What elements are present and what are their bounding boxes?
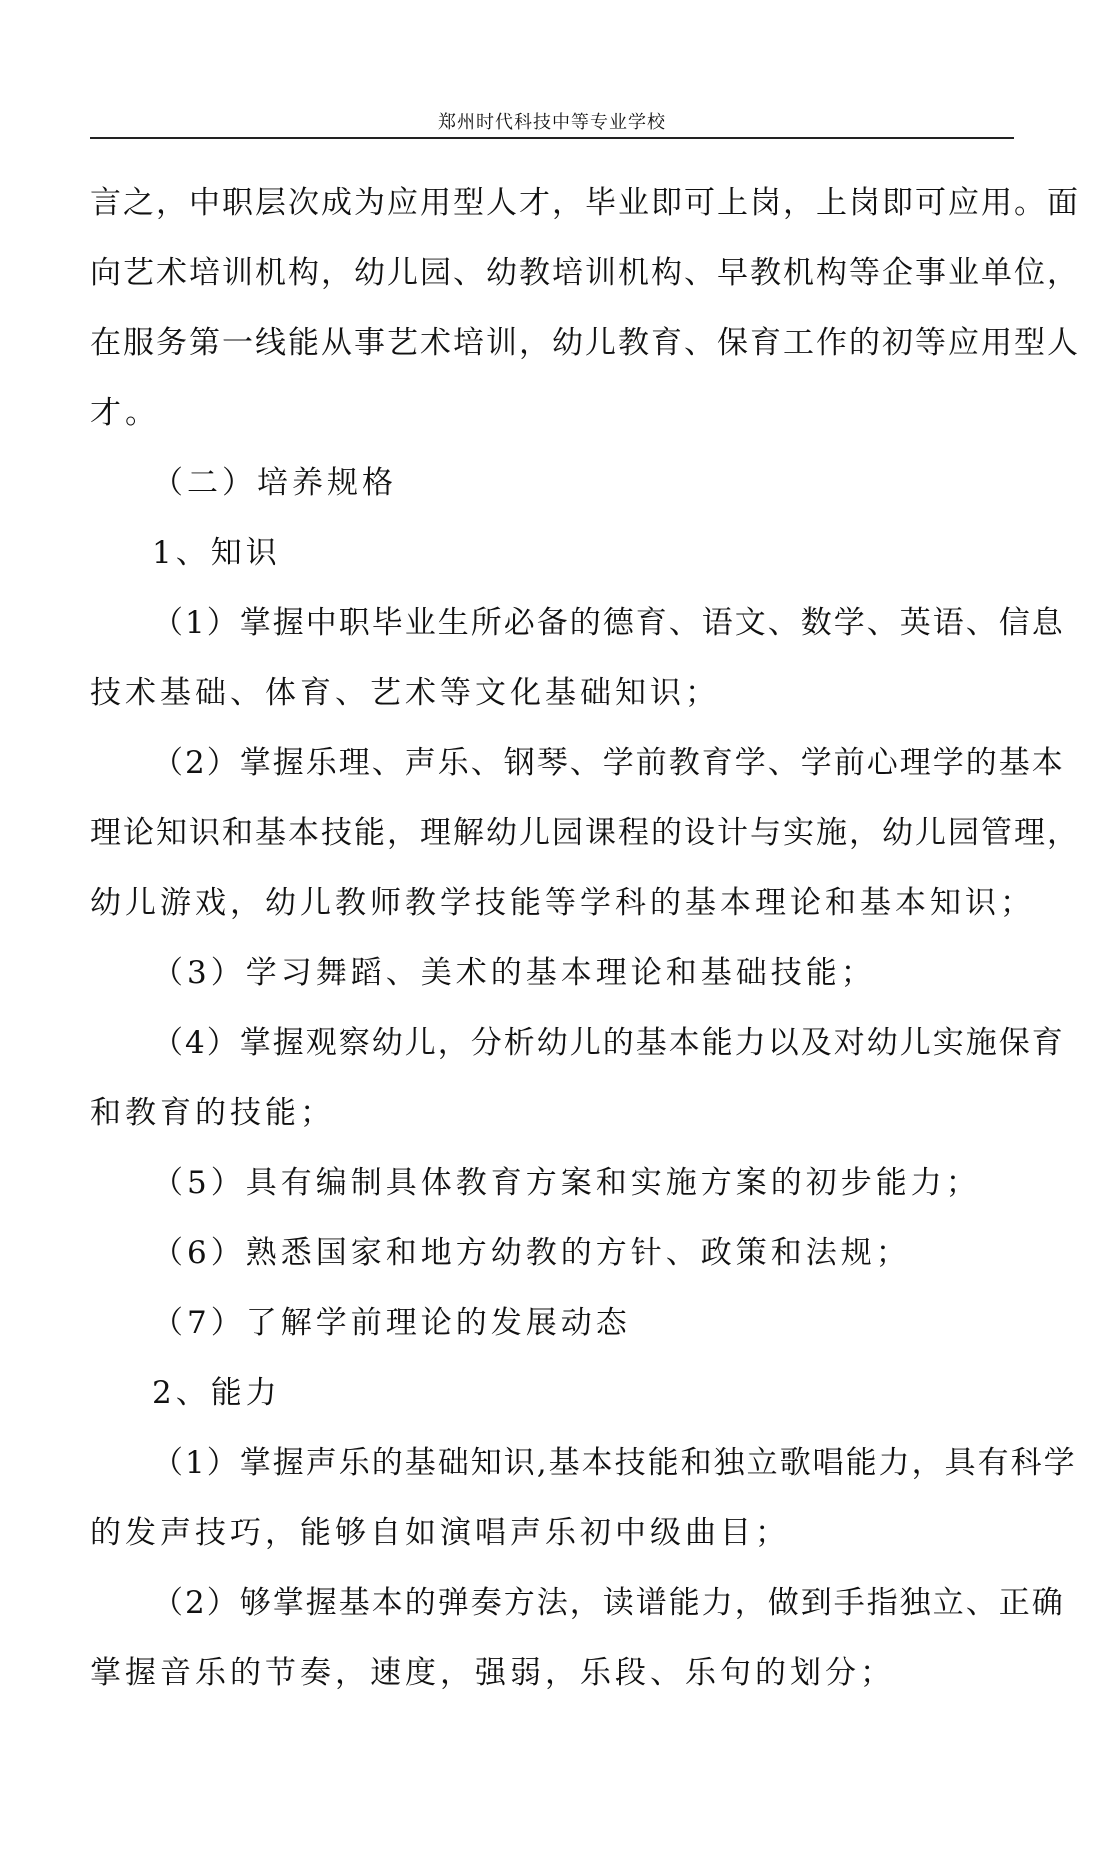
list-item: （5）具有编制具体教育方案和实施方案的初步能力； <box>152 1165 981 1201</box>
text-line: 的发声技巧，能够自如演唱声乐初中级曲目； <box>90 1515 790 1551</box>
text-line: 技术基础、体育、艺术等文化基础知识； <box>90 675 720 711</box>
text-line: 才。 <box>90 395 160 431</box>
text-line: 幼儿游戏，幼儿教师教学技能等学科的基本理论和基本知识； <box>90 885 1035 921</box>
page-header: 郑州时代科技中等专业学校 <box>438 112 666 133</box>
list-item: （6）熟悉国家和地方幼教的方针、政策和法规； <box>152 1235 911 1271</box>
text-line: 掌握音乐的节奏，速度，强弱，乐段、乐句的划分； <box>90 1655 895 1691</box>
list-item: （1）掌握声乐的基础知识,基本技能和独立歌唱能力，具有科学 <box>152 1445 1077 1481</box>
list-item: （3）学习舞蹈、美术的基本理论和基础技能； <box>152 955 876 991</box>
list-item: （2）够掌握基本的弹奏方法，读谱能力，做到手指独立、正确 <box>152 1585 1065 1621</box>
list-item: （7）了解学前理论的发展动态 <box>152 1305 631 1341</box>
header-rule <box>90 137 1014 139</box>
text-line: 言之，中职层次成为应用型人才，毕业即可上岗，上岗即可应用。面 <box>90 185 1080 221</box>
list-item: （1）掌握中职毕业生所必备的德育、语文、数学、英语、信息 <box>152 605 1065 641</box>
list-item: （4）掌握观察幼儿，分析幼儿的基本能力以及对幼儿实施保育 <box>152 1025 1065 1061</box>
text-line: 在服务第一线能从事艺术培训，幼儿教育、保育工作的初等应用型人 <box>90 325 1080 361</box>
text-line: 理论知识和基本技能，理解幼儿园课程的设计与实施，幼儿园管理， <box>90 815 1080 851</box>
subsection-heading: 1、知识 <box>152 535 281 571</box>
text-line: 和教育的技能； <box>90 1095 335 1131</box>
section-heading: （二）培养规格 <box>152 465 397 501</box>
list-item: （2）掌握乐理、声乐、钢琴、学前教育学、学前心理学的基本 <box>152 745 1065 781</box>
text-line: 向艺术培训机构，幼儿园、幼教培训机构、早教机构等企事业单位， <box>90 255 1080 291</box>
subsection-heading: 2、能力 <box>152 1375 281 1411</box>
document-body <box>90 168 1080 1708</box>
